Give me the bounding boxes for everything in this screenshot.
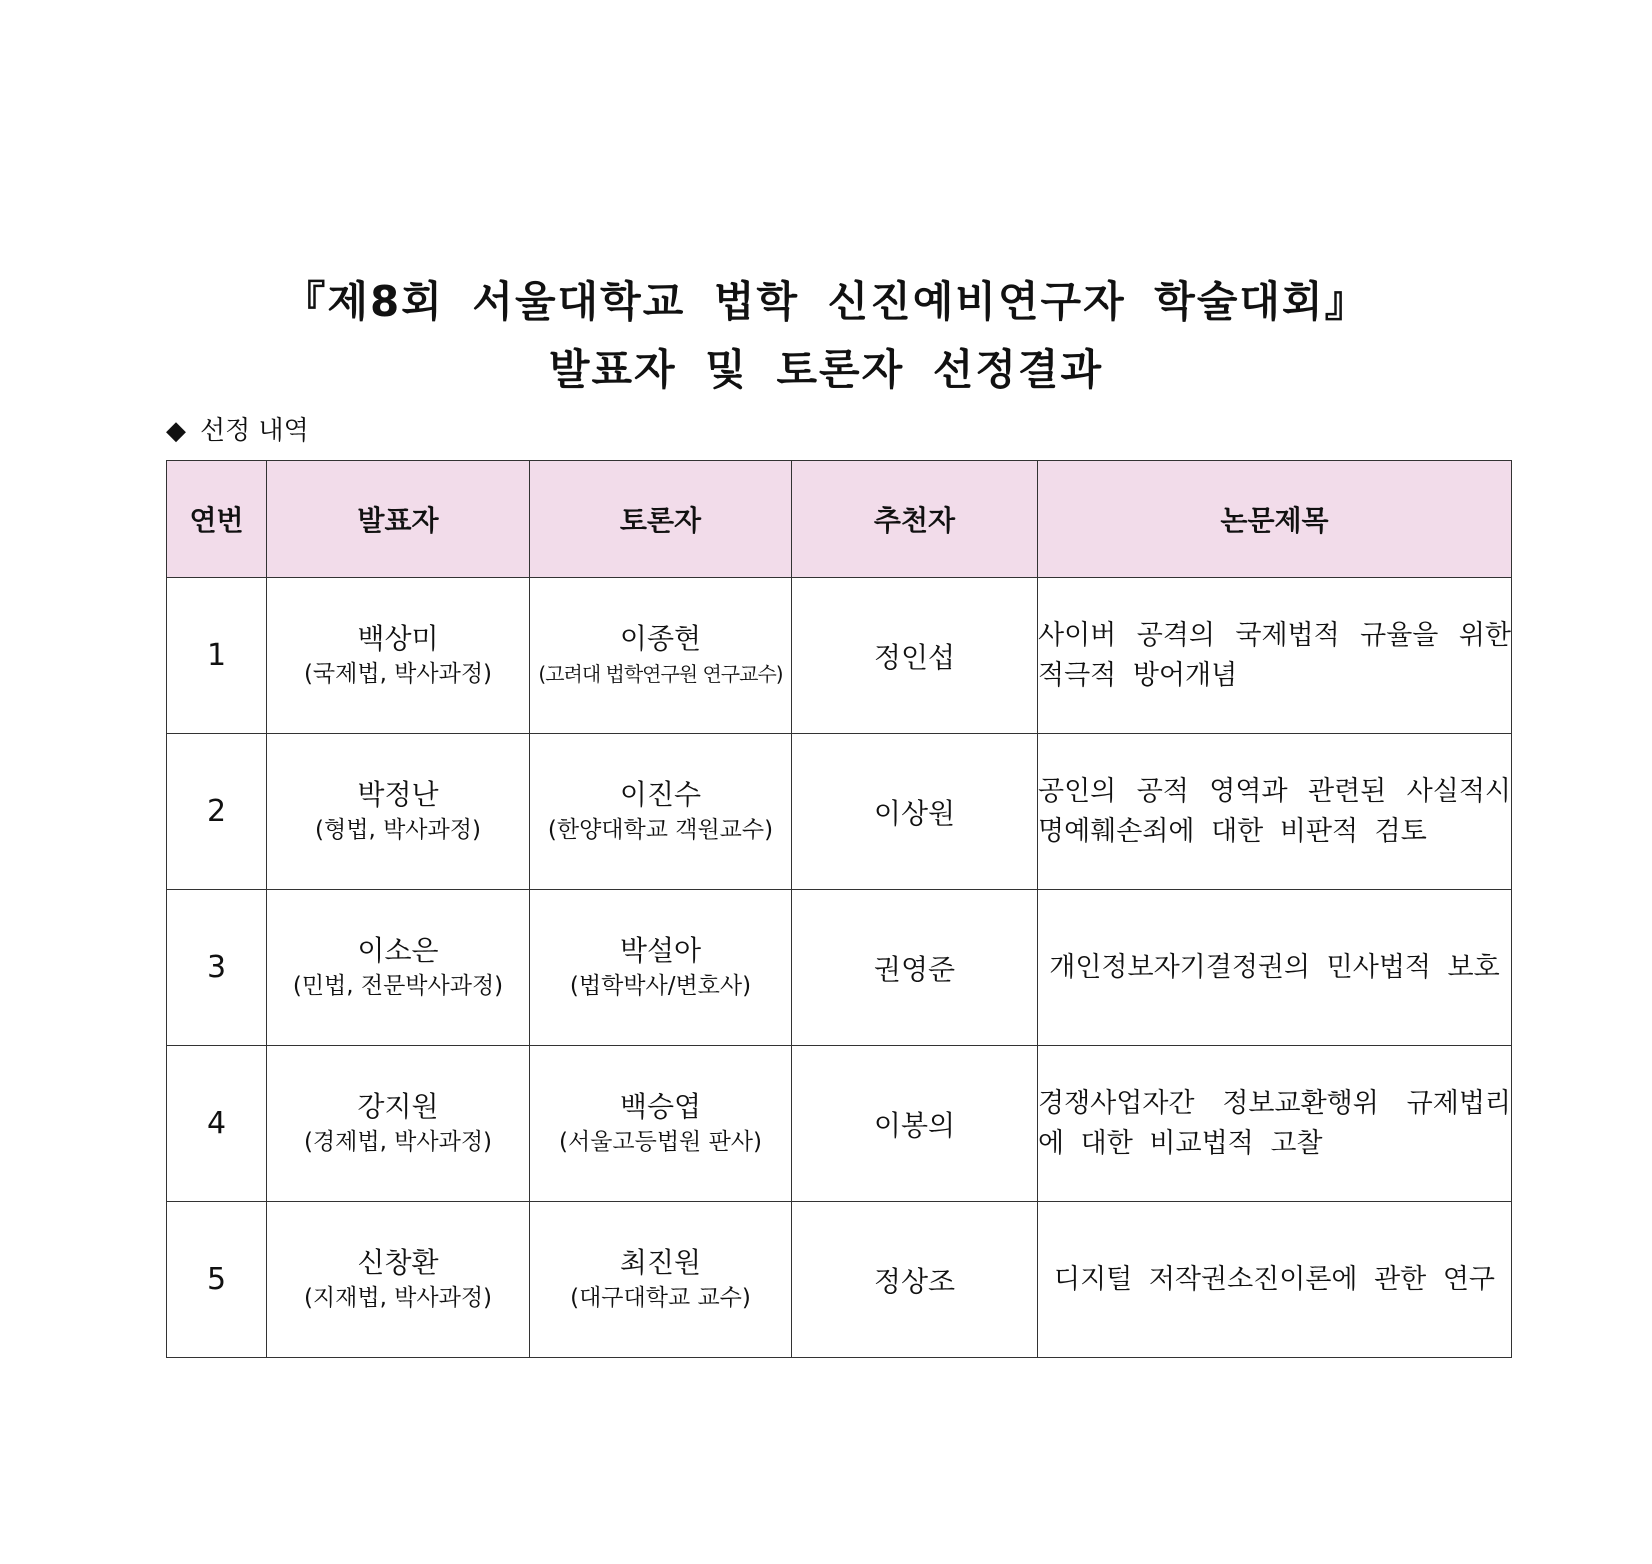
discussant-name: 박설아 <box>619 933 702 967</box>
presenter-cell <box>267 578 530 734</box>
presenter-affiliation: (국제법, 박사과정) <box>303 660 493 687</box>
discussant-cell <box>530 890 792 1046</box>
discussant-name: 백승엽 <box>619 1089 702 1123</box>
presenter-name: 백상미 <box>357 621 439 655</box>
recommender-cell: 정인섭 <box>792 578 1038 734</box>
presenter-affiliation: (민법, 전문박사과정) <box>292 972 504 999</box>
section-heading-text: 선정 내역 <box>200 416 309 446</box>
discussant-affiliation: (대구대학교 교수) <box>570 1284 751 1311</box>
row-number: 2 <box>167 734 267 890</box>
header-paper-title: 논문제목 <box>1038 461 1512 578</box>
row-number: 1 <box>167 578 267 734</box>
presenter-name: 강지원 <box>357 1089 439 1123</box>
presenter-cell <box>267 890 530 1046</box>
table-row <box>167 1046 1512 1202</box>
discussant-cell <box>530 734 792 890</box>
title-line-1: 『제8회 서울대학교 법학 신진예비연구자 학술대회』 <box>283 277 1369 326</box>
row-number: 5 <box>167 1202 267 1358</box>
header-presenter: 발표자 <box>267 461 530 578</box>
title-line-2: 발표자 및 토론자 선정결과 <box>548 345 1104 394</box>
header-recommender: 추천자 <box>792 461 1038 578</box>
discussant-affiliation: (고려대 법학연구원 연구교수) <box>538 661 783 686</box>
document-title <box>0 268 1652 404</box>
discussant-cell <box>530 1202 792 1358</box>
paper-title-cell: 사이버 공격의 국제법적 규율을 위한 적극적 방어개념 <box>1038 578 1512 734</box>
section-heading <box>166 414 309 448</box>
presenter-affiliation: (형법, 박사과정) <box>315 816 481 843</box>
discussant-cell <box>530 1046 792 1202</box>
presenter-name: 박정난 <box>357 777 439 811</box>
paper-title-cell: 경쟁사업자간 정보교환행위 규제법리에 대한 비교법적 고찰 <box>1038 1046 1512 1202</box>
row-number: 3 <box>167 890 267 1046</box>
table-row <box>167 734 1512 890</box>
presenter-name: 이소은 <box>357 933 439 967</box>
header-discussant: 토론자 <box>530 461 792 578</box>
paper-title-cell: 디지털 저작권소진이론에 관한 연구 <box>1038 1202 1512 1358</box>
diamond-bullet-icon: ◆ <box>166 416 186 446</box>
presenter-cell <box>267 1202 530 1358</box>
discussant-name: 이종현 <box>619 621 702 655</box>
table-header-row <box>167 461 1512 578</box>
discussant-cell <box>530 578 792 734</box>
presenter-name: 신창환 <box>357 1245 439 1279</box>
row-number: 4 <box>167 1046 267 1202</box>
discussant-name: 최진원 <box>619 1245 702 1279</box>
recommender-cell: 권영준 <box>792 890 1038 1046</box>
paper-title-cell: 공인의 공적 영역과 관련된 사실적시 명예훼손죄에 대한 비판적 검토 <box>1038 734 1512 890</box>
presenter-cell <box>267 1046 530 1202</box>
paper-title-cell: 개인정보자기결정권의 민사법적 보호 <box>1038 890 1512 1046</box>
presenter-cell <box>267 734 530 890</box>
table-row <box>167 1202 1512 1358</box>
presenter-affiliation: (지재법, 박사과정) <box>303 1284 493 1311</box>
table-row <box>167 890 1512 1046</box>
discussant-name: 이진수 <box>619 777 702 811</box>
selection-table <box>166 460 1512 1358</box>
discussant-affiliation: (한양대학교 객원교수) <box>547 816 774 843</box>
recommender-cell: 정상조 <box>792 1202 1038 1358</box>
discussant-affiliation: (서울고등법원 판사) <box>558 1128 762 1155</box>
recommender-cell: 이봉의 <box>792 1046 1038 1202</box>
header-no: 연번 <box>167 461 267 578</box>
recommender-cell: 이상원 <box>792 734 1038 890</box>
discussant-affiliation: (법학박사/변호사) <box>569 972 752 999</box>
table-row <box>167 578 1512 734</box>
presenter-affiliation: (경제법, 박사과정) <box>303 1128 493 1155</box>
